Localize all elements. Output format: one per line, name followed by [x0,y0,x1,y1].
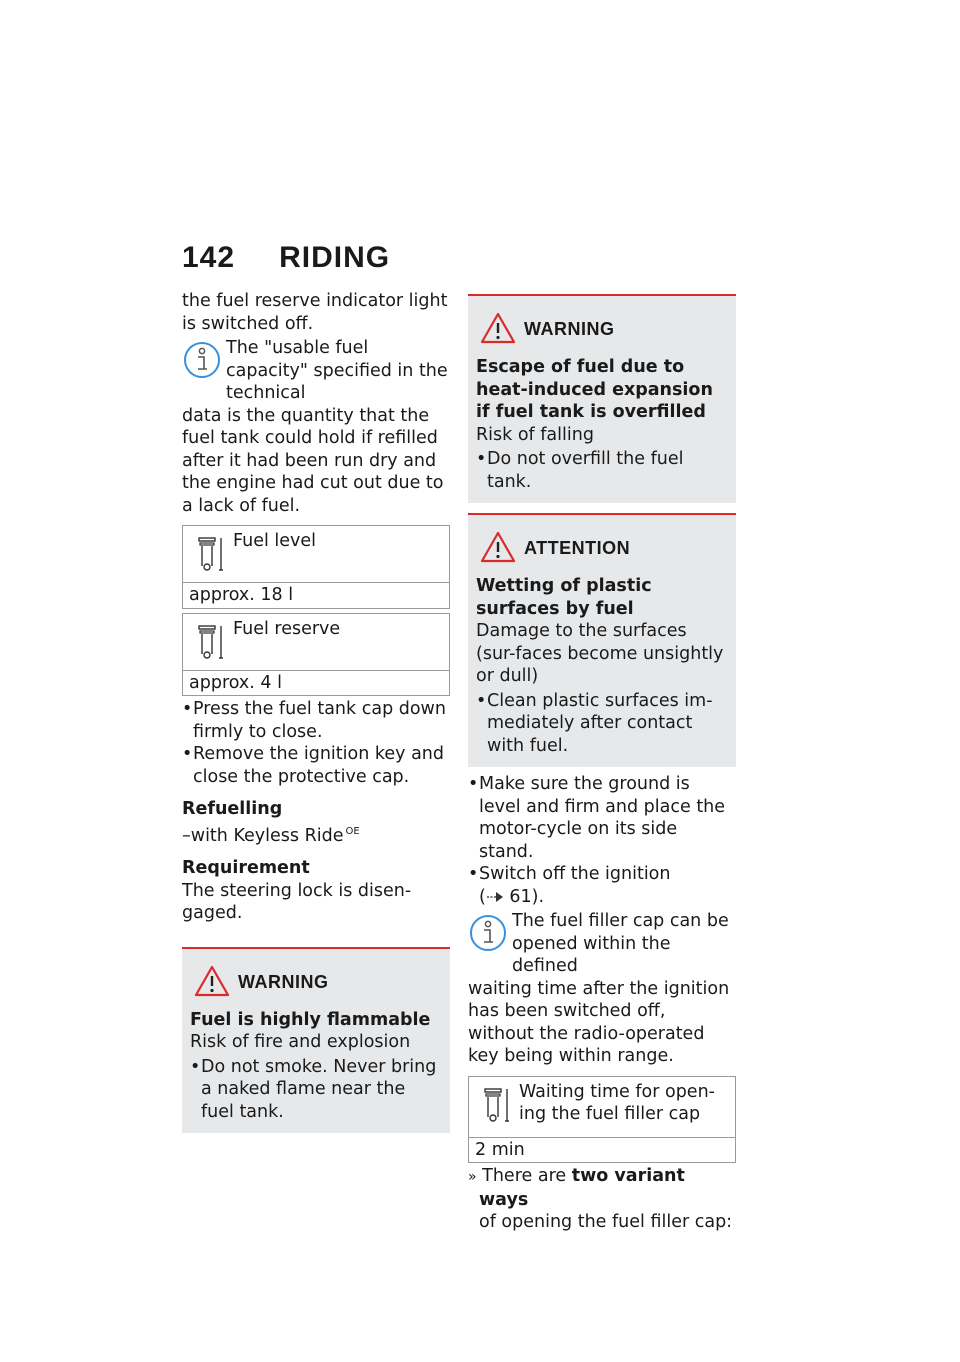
warning-box [468,294,736,503]
list-item: • Do not overfill the fuel tank. [476,448,728,493]
warning-list [190,1056,442,1124]
attention-label: ATTENTION [524,538,631,558]
page-number: 142 [182,241,236,274]
attention-list [476,690,728,758]
list-item: • Make sure the ground is level and firm and place the motor-cycle on its side stand. [468,773,736,863]
spec-value: approx. 18 l [189,585,294,605]
list-item: • Remove the ignition key and close the protective cap. [182,743,450,788]
page-reference-arrow-icon [486,891,504,903]
page-header [182,240,390,276]
right-column [468,294,736,1234]
spec-fuel-level [182,525,450,609]
list-item-text: Remove the ignition key and close the protective cap. [193,744,444,787]
warning-title: Fuel is highly flammable [190,1009,431,1030]
tech-data-icon [197,534,225,574]
tech-data-icon [483,1085,511,1125]
info-note [468,910,736,1068]
oe-superscript: OE [345,825,360,837]
list-item: • Switch off the ignition ( 61). [468,863,736,908]
info-lead: The fuel filler cap can be opened within the defined [512,911,729,976]
spec-label: Fuel reserve [233,618,341,639]
attention-risk: Damage to the surfaces (sur-faces become unsightly or dull) [476,621,724,686]
info-rest: waiting time after the ignition has been switched off, without the radio-operated key being within range. [468,978,730,1066]
step-list [468,773,736,908]
warning-risk: Risk of falling [476,424,594,445]
chapter-title: RIDING [279,241,391,274]
list-item-text: Press the fuel tank cap down firmly to close. [193,699,446,742]
warning-label: WARNING [524,319,615,339]
spec-value: 2 min [475,1139,525,1160]
result-arrow-icon: » [468,1169,477,1185]
list-item-text: Do not smoke. Never bring a naked flame near the fuel tank. [201,1056,437,1122]
intro-text: the fuel reserve indicator light is switched off. [182,291,448,334]
step-list [182,698,450,788]
requirement-heading: Requirement [182,858,310,878]
left-column [182,290,450,1133]
list-item-text: Make sure the ground is level and firm and place the motor-cycle on its side stand. [479,774,726,862]
info-icon [182,340,222,380]
tech-data-icon [197,622,225,662]
info-icon [468,913,508,953]
warning-risk: Risk of fire and explosion [190,1032,411,1052]
spec-value: approx. 4 l [189,672,282,693]
warning-icon [480,531,516,563]
info-note [182,337,450,517]
spec-label: Waiting time for open-ing the fuel filler cap [519,1081,715,1124]
spec-label: Fuel level [233,531,317,551]
warning-icon [480,312,516,344]
warning-icon [194,965,230,997]
list-item: • Clean plastic surfaces im-mediately after contact with fuel. [476,690,728,758]
page-reference[interactable]: 61). [509,886,545,907]
spec-fuel-reserve [182,613,450,697]
requirement-text: The steering lock is disen-gaged. [182,880,412,923]
list-item: • Do not smoke. Never bring a naked flame near the fuel tank. [190,1056,442,1124]
spec-waiting-time [468,1076,736,1164]
section-heading: Refuelling [182,799,283,819]
info-rest: data is the quantity that the fuel tank could hold if refilled after it had been run dry and the engine had cut out due to a lack of fuel. [182,405,444,516]
attention-box [468,513,736,767]
warning-box [182,947,450,1134]
warning-label: WARNING [238,971,329,992]
list-item-text: Clean plastic surfaces im-mediately after contact with fuel. [487,690,713,756]
section-subheading: –with Keyless Ride $^{OE}$ [182,825,360,846]
list-item-text: Switch off the ignition ( 61). [479,864,671,907]
list-item: • Press the fuel tank cap down firmly to close. [182,698,450,743]
result-text: » There are two variant ways of opening the fuel filler cap: [468,1166,733,1232]
warning-list [476,448,728,493]
attention-title: Wetting of plastic surfaces by fuel [476,576,652,619]
warning-title: Escape of fuel due to heat-induced expansion if fuel tank is overfilled [476,357,713,422]
info-lead: The "usable fuel capacity" specified in the technical [226,338,448,403]
list-item-text: Do not overfill the fuel tank. [487,449,684,492]
